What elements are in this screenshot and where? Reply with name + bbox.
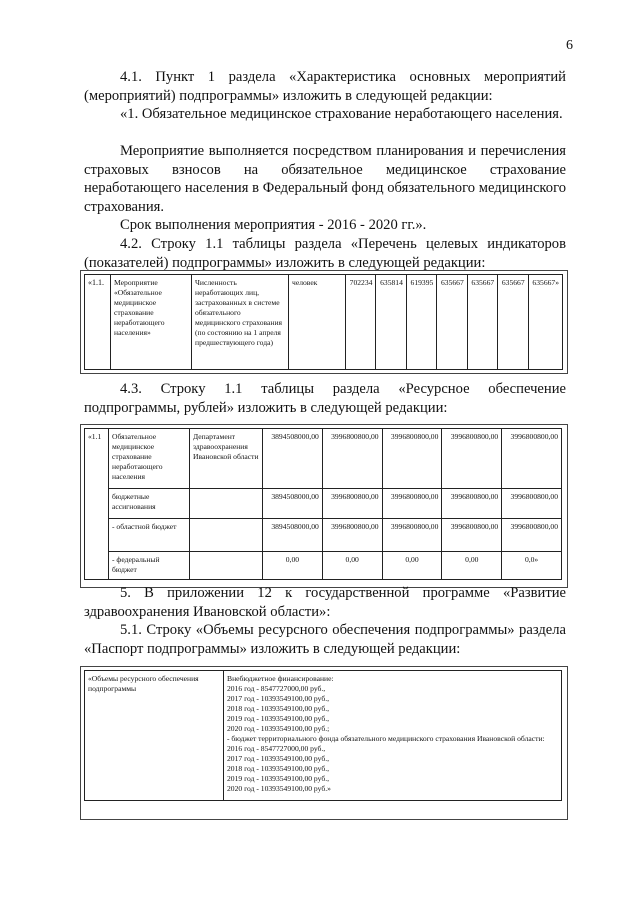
table2-row-label: бюджетные ассигнования — [109, 489, 190, 519]
paragraph-4-3: 4.3. Строку 1.1 таблицы раздела «Ресурсное обеспечение подпрограммы, рублей» изложить в следующей редакции: — [84, 381, 566, 416]
table2-value: 3996800800,00 — [382, 489, 442, 519]
table2-value: 0,00 — [382, 552, 442, 580]
resource-table — [84, 428, 562, 580]
indicators-table — [84, 274, 563, 370]
table2-value: 3996800800,00 — [442, 489, 502, 519]
table1-value: 635667 — [437, 275, 467, 370]
table2-value: 3996800800,00 — [502, 519, 562, 552]
passport-table — [84, 670, 562, 801]
table3-line: 2018 год - 10393549100,00 руб., — [227, 704, 329, 713]
table3-line: 2020 год - 10393549100,00 руб.; — [227, 724, 330, 733]
table1-num: «1.1. — [85, 275, 111, 370]
table-row — [85, 489, 562, 519]
table2-num: «1.1 — [85, 429, 109, 580]
table2-row-label: - федеральный бюджет — [109, 552, 190, 580]
table2-value: 0,00 — [442, 552, 502, 580]
table2-executor: Департамент здравоохранения Ивановской области — [190, 429, 263, 489]
paragraph-4-1-term: Срок выполнения мероприятия - 2016 - 2020 гг.». — [120, 217, 427, 233]
paragraph-4-2: 4.2. Строку 1.1 таблицы раздела «Перечень целевых индикаторов (показателей) подпрограммы» изложить в следующей редакции: — [84, 236, 566, 271]
table1-value: 702234 — [346, 275, 376, 370]
table2-value: 0,00 — [263, 552, 323, 580]
paragraph-5: 5. В приложении 12 к государственной программе «Развитие здравоохранения Ивановской области»: — [84, 585, 566, 620]
table1-unit: человек — [289, 275, 346, 370]
page-number: 6 — [566, 38, 573, 53]
table3-line: 2020 год - 10393549100,00 руб.» — [227, 784, 331, 793]
table3-right — [224, 671, 562, 801]
paragraph-4-1-body: Мероприятие выполняется посредством планирования и перечисления страховых взносов на обязательное медицинское страхование неработающего населения в Федеральный фонд обязательного медицинского страхования. — [84, 143, 566, 215]
table2-value: 3996800800,00 — [322, 429, 382, 489]
table1-event: Мероприятие «Обязательное медицинское страхование неработающего населения» — [111, 275, 192, 370]
table1-indicator: Численность неработающих лиц, застрахованных в системе обязательного медицинского страхования (по состоянию на 1 апреля предшествующего года) — [192, 275, 289, 370]
table3-line: - бюджет территориального фонда обязательного медицинского страхования Ивановской области: — [227, 734, 545, 743]
table2-name: Обязательное медицинское страхование неработающего населения — [109, 429, 190, 489]
table-row — [85, 429, 562, 489]
paragraph-4-1: 4.1. Пункт 1 раздела «Характеристика основных мероприятий (мероприятий) подпрограммы» изложить в следующей редакции: — [84, 69, 566, 104]
table1-value: 619395 — [406, 275, 436, 370]
table2-value: 3996800800,00 — [322, 519, 382, 552]
table3-line: 2018 год - 10393549100,00 руб., — [227, 764, 329, 773]
table3-line: Внебюджетное финансирование: — [227, 674, 334, 683]
table2-value: 3996800800,00 — [442, 519, 502, 552]
paragraph-5-1: 5.1. Строку «Объемы ресурсного обеспечения подпрограммы» раздела «Паспорт подпрограммы» изложить в следующей редакции: — [84, 622, 566, 657]
table2-value: 3894508000,00 — [263, 489, 323, 519]
table2-value: 3996800800,00 — [502, 489, 562, 519]
table2-value: 3894508000,00 — [263, 429, 323, 489]
table3-line: 2019 год - 10393549100,00 руб., — [227, 774, 329, 783]
table3-line: 2017 год - 10393549100,00 руб., — [227, 694, 329, 703]
table2-value: 0,0» — [502, 552, 562, 580]
table3-line: 2016 год - 8547727000,00 руб., — [227, 684, 326, 693]
table3-line: 2016 год - 8547727000,00 руб., — [227, 744, 326, 753]
table-row — [85, 552, 562, 580]
paragraph-4-1-quote: «1. Обязательное медицинское страхование неработающего населения. — [120, 106, 563, 122]
table3-line: 2019 год - 10393549100,00 руб., — [227, 714, 329, 723]
table2-value: 3996800800,00 — [442, 429, 502, 489]
table2-empty-cell — [190, 552, 263, 580]
table1-value: 635814 — [376, 275, 406, 370]
table1-value: 635667 — [467, 275, 497, 370]
table2-value: 0,00 — [322, 552, 382, 580]
table2-value: 3996800800,00 — [382, 429, 442, 489]
table3-left: «Объемы ресурсного обеспечения подпрограммы — [85, 671, 224, 801]
table2-empty-cell — [190, 519, 263, 552]
table2-value: 3996800800,00 — [322, 489, 382, 519]
table-row — [85, 519, 562, 552]
table1-value: 635667 — [498, 275, 528, 370]
table3-line: 2017 год - 10393549100,00 руб., — [227, 754, 329, 763]
table2-row-label: - областной бюджет — [109, 519, 190, 552]
table-row — [85, 671, 562, 801]
table2-value: 3894508000,00 — [263, 519, 323, 552]
table-row — [85, 275, 563, 370]
table2-value: 3996800800,00 — [382, 519, 442, 552]
table1-value: 635667» — [528, 275, 562, 370]
table2-value: 3996800800,00 — [502, 429, 562, 489]
table2-empty-cell — [190, 489, 263, 519]
